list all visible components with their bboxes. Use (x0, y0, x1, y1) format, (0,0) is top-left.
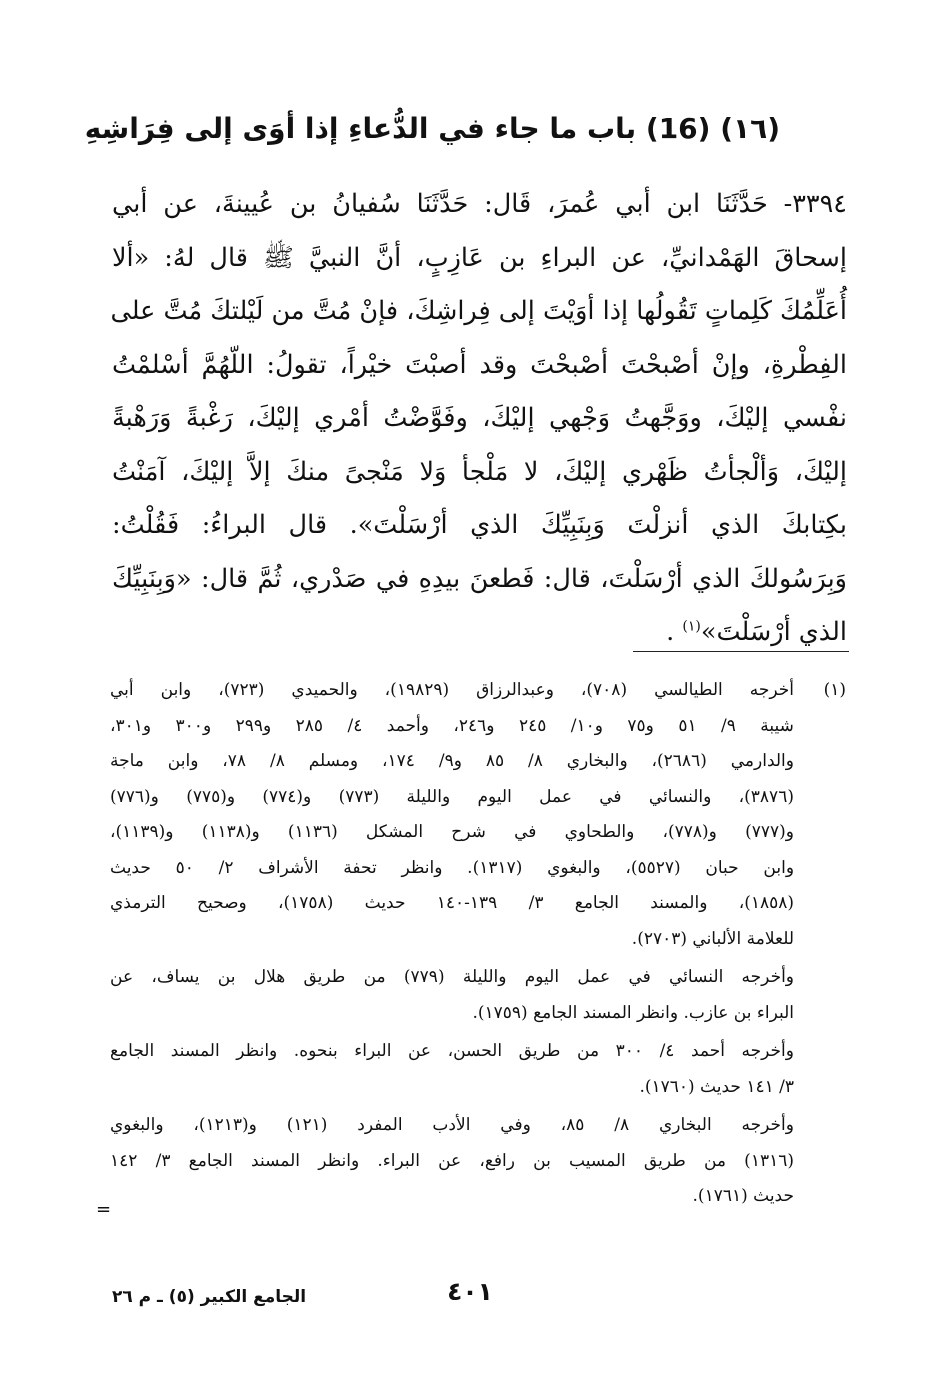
footnote-line: البراء بن عازب. وانظر المسند الجامع (١٧٥٩). (472, 1002, 794, 1023)
footnote-paragraph (110, 960, 846, 1031)
hadith-line: أُعَلِّمُكَ كَلِماتٍ تَقُولُها إذا أوَيْتَ إلى فِراشِكَ، فإنْ مُتَّ من لَيْلتكَ مُتَّ على (110, 296, 847, 326)
footnote-line: وأخرجه أحمد ٤/ ٣٠٠ من طريق الحسن، عن البراء بنحوه. وانظر المسند الجامع (110, 1041, 794, 1061)
footnote-reference[interactable]: (١) (682, 618, 701, 635)
chapter-title: (١٦) (16) باب ما جاء في الدُّعاءِ إذا أوَى إلى فِرَاشِهِ (84, 112, 780, 145)
hadith-line: الفِطْرةِ، وإنْ أصْبحْتَ أصْبحْتَ وقد أصبْتَ خيْراً، تقولُ: اللّهُمَّ أسْلمْتُ (112, 349, 847, 380)
printer-signature: الجامع الكبير (٥) ـ م ٢٦ (112, 1287, 307, 1307)
footnote-number: (١) (823, 680, 846, 700)
hadith-line: إسحاقَ الهَمْدانيِّ، عن البراءِ بن عَازِبٍ، أنَّ النبيَّ ﷺ قال لهُ: «ألا (112, 242, 847, 273)
hadith-text (112, 178, 847, 660)
footnote-line: وأخرجه البخاري ٨/ ٨٥، وفي الأدب المفرد (١٢١) و(١٢١٣)، والبغوي (110, 1115, 794, 1135)
hadith-line: بكِتابكَ الذي أنزلْتَ وَبِنَبِيِّكَ الذي أرْسَلْتَ». قال البراءُ: فَقُلْتُ: (112, 510, 847, 540)
page-number: ٤٠١ (447, 1277, 493, 1306)
continuation-mark: = (96, 1199, 112, 1220)
footnote-1 (110, 673, 846, 957)
hadith-line: وَبِرَسُولكَ الذي أرْسَلْتَ، قال: فَطعنَ بيدِهِ في صَدْري، ثُمَّ قال: «وَبِنَبِيِّكَ (112, 563, 847, 594)
footnote-line: أخرجه الطيالسي (٧٠٨)، وعبدالرزاق (١٩٨٢٩)، والحميدي (٧٢٣)، وابن أبي (110, 680, 794, 700)
footnote-line: حديث (١٧٦١). (692, 1186, 794, 1206)
footnote-line: (٣٨٧٦)، والنسائي في عمل اليوم والليلة (٧٧٣) و(٧٧٤) و(٧٧٥) و(٧٧٦) (110, 786, 794, 807)
footnote-line: (١٨٥٨)، والمسند الجامع ٣/ ١٣٩-١٤٠ حديث (١٧٥٨)، وصحيح الترمذي (110, 893, 794, 913)
footnote-line: ٣/ ١٤١ حديث (١٧٦٠). (639, 1076, 794, 1097)
footnote-line: و(٧٧٧) و(٧٧٨)، والطحاوي في شرح المشكل (١١٣٦) و(١١٣٨) و(١١٣٩)، (110, 822, 794, 842)
hadith-line: نفْسي إليْكَ، ووَجَّهتُ وَجْهي إليْكَ، وفَوَّضْتُ أمْري إليْكَ، رَغْبةً وَرَهْبةً (112, 403, 847, 433)
footnote-paragraph (110, 1108, 846, 1215)
hadith-line: إليْكَ، وَألْجأتُ ظَهْري إليْكَ، لا مَلْجأ وَلا مَنْجىً منكَ إلاَّ إليْكَ، آمَنْتُ (112, 456, 847, 487)
footnotes (110, 673, 846, 1215)
hadith-end-mark: . (666, 617, 675, 647)
hadith-line: ٣٣٩٤- حَدَّثَنَا ابن أبي عُمرَ، قَال: حَدَّثَنَا سُفيانُ بن عُيينةَ، عن أبي (112, 189, 847, 219)
footnote-line: وابن حبان (٥٥٢٧)، والبغوي (١٣١٧). وانظر تحفة الأشراف ٢/ ٥٠ حديث (110, 857, 795, 878)
footnote-line: شيبة ٩/ ٥١ و٧٥ و١٠/ ٢٤٥ و٢٤٦، وأحمد ٤/ ٢٨٥ و٢٩٩ و٣٠٠ و٣٠١، (110, 715, 794, 736)
footnote-paragraph (110, 1034, 846, 1105)
footnote-line: والدارمي (٢٦٨٦)، والبخاري ٨/ ٨٥ و٩/ ١٧٤، ومسلم ٨/ ٧٨، وابن ماجة (110, 751, 794, 771)
footnote-separator (633, 651, 849, 652)
footnote-line: وأخرجه النسائي في عمل اليوم والليلة (٧٧٩) من طريق هلال بن يساف، عن (110, 967, 795, 987)
hadith-line: الذي أرْسَلْتَ» (700, 617, 847, 647)
footnote-line: (١٣١٦) من طريق المسيب بن رافع، عن البراء. وانظر المسند الجامع ٣/ ١٤٢ (110, 1150, 794, 1171)
footnote-line: للعلامة الألباني (٢٧٠٣). (631, 928, 794, 949)
